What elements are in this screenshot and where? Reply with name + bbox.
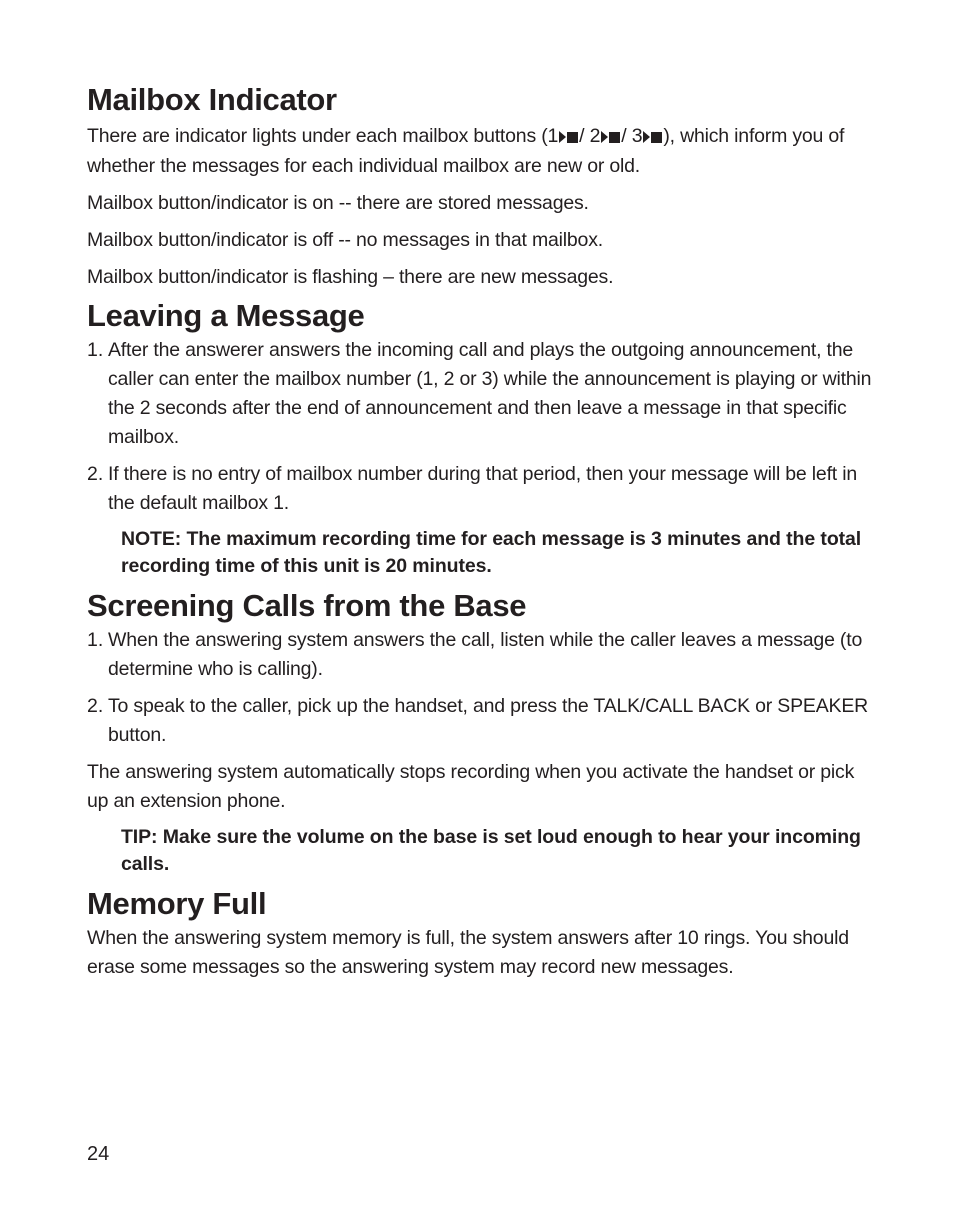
separator-2: / [621,125,632,147]
indicator-off-line: Mailbox button/indicator is off -- no messages in that mailbox. [87,229,603,251]
list-number: 1. [87,629,104,651]
volume-tip: TIP: Make sure the volume on the base is set loud enough to hear your incoming calls. [121,826,861,875]
heading-mailbox-indicator: Mailbox Indicator [87,82,337,117]
list-number: 2. [87,695,104,717]
list-number: 1. [87,339,104,361]
list-text: When the answering system answers the call, listen while the caller leaves a message (to determine who is calling). [108,629,863,680]
list-item [87,626,872,684]
heading-memory-full: Memory Full [87,886,267,921]
list-item [87,692,872,750]
manual-page [87,80,872,982]
mailbox-1-icon [559,123,578,152]
list-text: To speak to the caller, pick up the handset, and press the TALK/CALL BACK or SPEAKER button. [108,695,869,746]
heading-leaving-message: Leaving a Message [87,298,365,333]
screening-paragraph: The answering system automatically stops recording when you activate the handset or pick up an extension phone. [87,761,855,812]
intro-after: ), which inform you of whether the messages for each individual mailbox are new or old. [87,125,845,177]
list-text: After the answerer answers the incoming call and plays the outgoing announcement, the caller can enter the mailbox number (1, 2 or 3) while the announcement is playing or within the 2 seconds after the end of announcement and then leave a message in that specific mailbox. [108,339,872,448]
page-number: 24 [87,1143,110,1165]
mailbox-3-icon [643,123,662,152]
list-item [87,460,872,518]
mailbox-1-label: 1 [547,125,559,147]
intro-before: There are indicator lights under each mailbox buttons ( [87,125,548,147]
separator-1: / [579,125,590,147]
memory-full-paragraph: When the answering system memory is full, the system answers after 10 rings. You should erase some messages so the answering system may record new messages. [87,927,849,978]
mailbox-3-label: 3 [631,125,643,147]
list-item [87,336,872,452]
indicator-on-line: Mailbox button/indicator is on -- there are stored messages. [87,192,589,214]
indicator-flashing-line: Mailbox button/indicator is flashing – there are new messages. [87,266,614,288]
list-number: 2. [87,463,104,485]
recording-time-note: NOTE: The maximum recording time for each message is 3 minutes and the total recording time of this unit is 20 minutes. [121,528,862,577]
list-text: If there is no entry of mailbox number during that period, then your message will be left in the default mailbox 1. [108,463,858,514]
mailbox-indicator-intro [87,122,872,181]
heading-screening-calls: Screening Calls from the Base [87,588,527,623]
mailbox-2-label: 2 [589,125,601,147]
mailbox-2-icon [601,123,620,152]
